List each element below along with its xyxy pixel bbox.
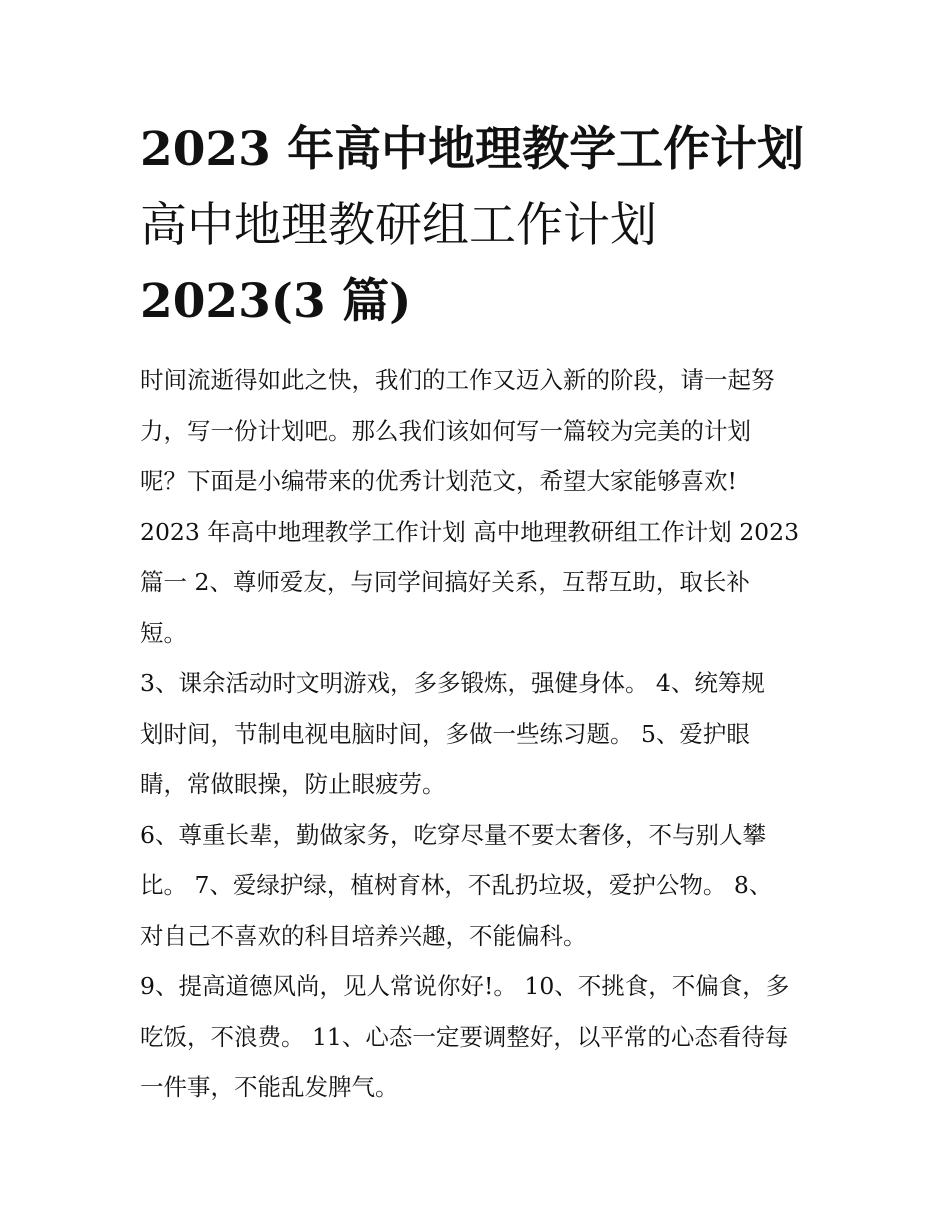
text-line: 篇一 2、尊师爱友，与同学间搞好关系，互帮互助，取长补 (140, 568, 750, 596)
text-line: 一件事，不能乱发脾气。 (140, 1073, 399, 1101)
text-line: 睛，常做眼操，防止眼疲劳。 (140, 770, 446, 798)
text-line: 呢？下面是小编带来的优秀计划范文，希望大家能够喜欢! (140, 467, 737, 495)
text-line: 吃饭，不浪费。 11、心态一定要调整好，以平常的心态看待每 (140, 1022, 789, 1051)
title-line-1: 2023 年高中地理教学工作计划 (140, 122, 805, 177)
text-line: 2023 年高中地理教学工作计划 高中地理教研组工作计划 2023 (140, 517, 800, 546)
title-line-3: 2023(3 篇) (140, 274, 412, 329)
text-line: 比。 7、爱绿护绿，植树育林，不乱扔垃圾，爱护公物。 8、 (140, 871, 773, 899)
text-line: 力，写一份计划吧。那么我们该如何写一篇较为完美的计划 (140, 416, 751, 445)
text-line: 9、提高道德风尚，见人常说你好!。 10、不挑食，不偏食，多 (140, 972, 790, 1000)
text-line: 6、尊重长辈，勤做家务，吃穿尽量不要太奢侈，不与别人攀 (140, 820, 766, 849)
document-title (140, 112, 830, 340)
paragraph-items-3-5 (140, 658, 830, 810)
text-line: 3、课余活动时文明游戏，多多锻炼，强健身体。 4、统筹规 (140, 669, 765, 697)
text-line: 划时间，节制电视电脑时间，多做一些练习题。 5、爱护眼 (140, 719, 750, 748)
paragraph-intro (140, 355, 830, 658)
text-line: 对自己不喜欢的科目培养兴趣，不能偏科。 (140, 921, 587, 950)
text-line: 短。 (140, 618, 187, 647)
paragraph-items-9-11 (140, 961, 830, 1113)
document-body (140, 355, 830, 1113)
text-line: 时间流逝得如此之快，我们的工作又迈入新的阶段，请一起努 (140, 366, 775, 394)
paragraph-items-6-8 (140, 810, 830, 962)
title-line-2: 高中地理教研组工作计划 (140, 198, 657, 253)
